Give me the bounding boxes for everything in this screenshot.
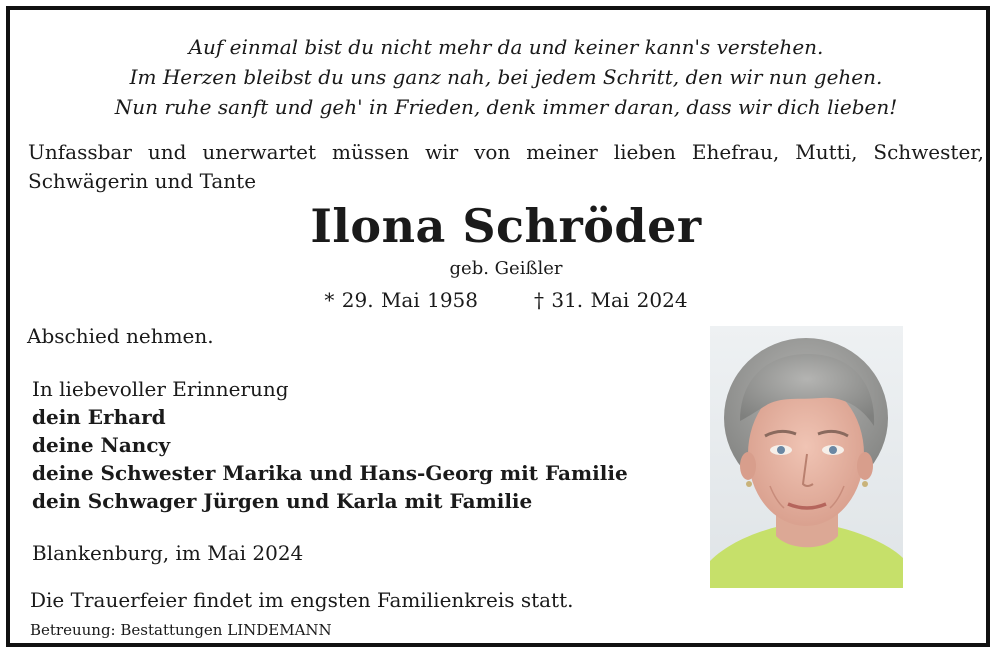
birth-date: * 29. Mai 1958: [324, 288, 478, 312]
intro-line: Schwägerin und Tante: [28, 169, 257, 193]
poem: [10, 32, 1000, 122]
care-note: Betreuung: Bestattungen LINDEMANN: [30, 621, 332, 639]
portrait-photo: [710, 326, 903, 588]
mourner-name: deine Schwester Marika und Hans-Georg mit Familie: [32, 461, 628, 485]
mourners-lead: In liebevoller Erinnerung: [32, 377, 289, 401]
funeral-note: Die Trauerfeier findet im engsten Familienkreis statt.: [30, 588, 574, 612]
mourner-name: dein Erhard: [32, 405, 166, 429]
mourner-name: dein Schwager Jürgen und Karla mit Familie: [32, 489, 533, 513]
maiden-name: geb. Geißler: [449, 258, 563, 279]
farewell-text: Abschied nehmen.: [27, 324, 214, 348]
poem-line: Auf einmal bist du nicht mehr da und keiner kann's verstehen.: [188, 35, 824, 59]
deceased-name: Ilona Schröder: [310, 199, 702, 253]
mourner-name: deine Nancy: [32, 433, 171, 457]
poem-line: Nun ruhe sanft und geh' in Frieden, denk immer daran, dass wir dich lieben!: [114, 95, 898, 119]
death-date: † 31. Mai 2024: [534, 288, 688, 312]
mourners-list: [32, 375, 628, 515]
obituary-card: [6, 6, 990, 647]
poem-line: Im Herzen bleibst du uns ganz nah, bei jedem Schritt, den wir nun gehen.: [129, 65, 883, 89]
intro-text: [28, 138, 984, 196]
place-date: Blankenburg, im Mai 2024: [32, 541, 304, 565]
intro-line: Unfassbar und unerwartet müssen wir von meiner lieben Ehefrau, Mutti, Schwester,: [28, 140, 984, 164]
life-dates: [10, 286, 1000, 314]
